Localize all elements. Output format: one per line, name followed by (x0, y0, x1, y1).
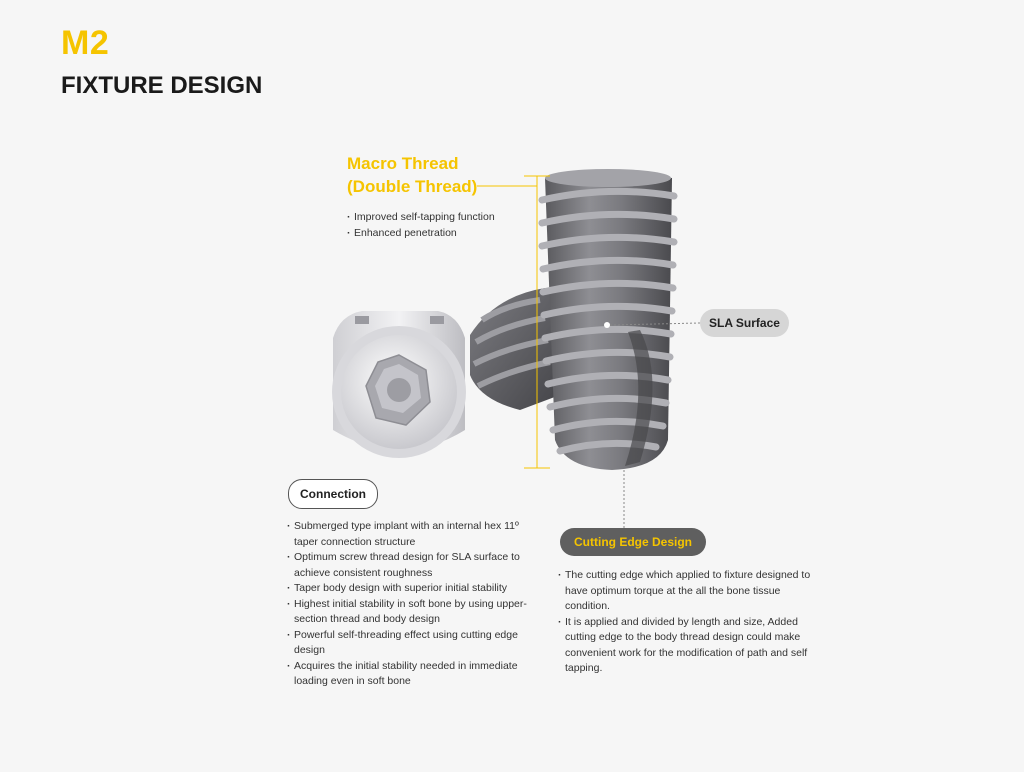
macro-thread-title-line2: (Double Thread) (347, 177, 478, 196)
connection-bullets (287, 519, 527, 690)
fixture-body-image (542, 169, 674, 470)
connection-bullet: · Taper body design with superior initial stability (287, 581, 527, 597)
connection-label: Connection (288, 479, 378, 509)
section-title: FIXTURE DESIGN (61, 72, 263, 99)
connection-bullet: · Submerged type implant with an internal hex 11º taper connection structure (287, 519, 527, 550)
macro-thread-title-line1: Macro Thread (347, 154, 459, 173)
macro-thread-title (347, 152, 477, 198)
connection-bullet: · Optimum screw thread design for SLA surface to achieve consistent roughness (287, 550, 527, 581)
connection-bullet: · Highest initial stability in soft bone by using upper-section thread and body design (287, 597, 527, 628)
sla-surface-label: SLA Surface (700, 309, 789, 337)
macro-thread-bullet: · Improved self-tapping function (347, 210, 527, 226)
macro-thread-bullets (347, 210, 527, 241)
connection-bullet: · Powerful self-threading effect using cutting edge design (287, 628, 527, 659)
model-title: M2 (61, 24, 110, 62)
side-thread-image (470, 288, 560, 410)
macro-thread-bullet: · Enhanced penetration (347, 226, 527, 242)
cutting-edge-bullet: · The cutting edge which applied to fixture designed to have optimum torque at the all the bone tissue condition. (558, 568, 818, 615)
connection-view-image (332, 311, 466, 458)
connection-bullet: · Acquires the initial stability needed in immediate loading even in soft bone (287, 659, 527, 690)
cutting-edge-bullet: · It is applied and divided by length and size, Added cutting edge to the body thread design could make convenient work for the modification of path and self tapping. (558, 615, 818, 677)
cutting-edge-bullets (558, 568, 818, 677)
cutting-edge-label: Cutting Edge Design (560, 528, 706, 556)
